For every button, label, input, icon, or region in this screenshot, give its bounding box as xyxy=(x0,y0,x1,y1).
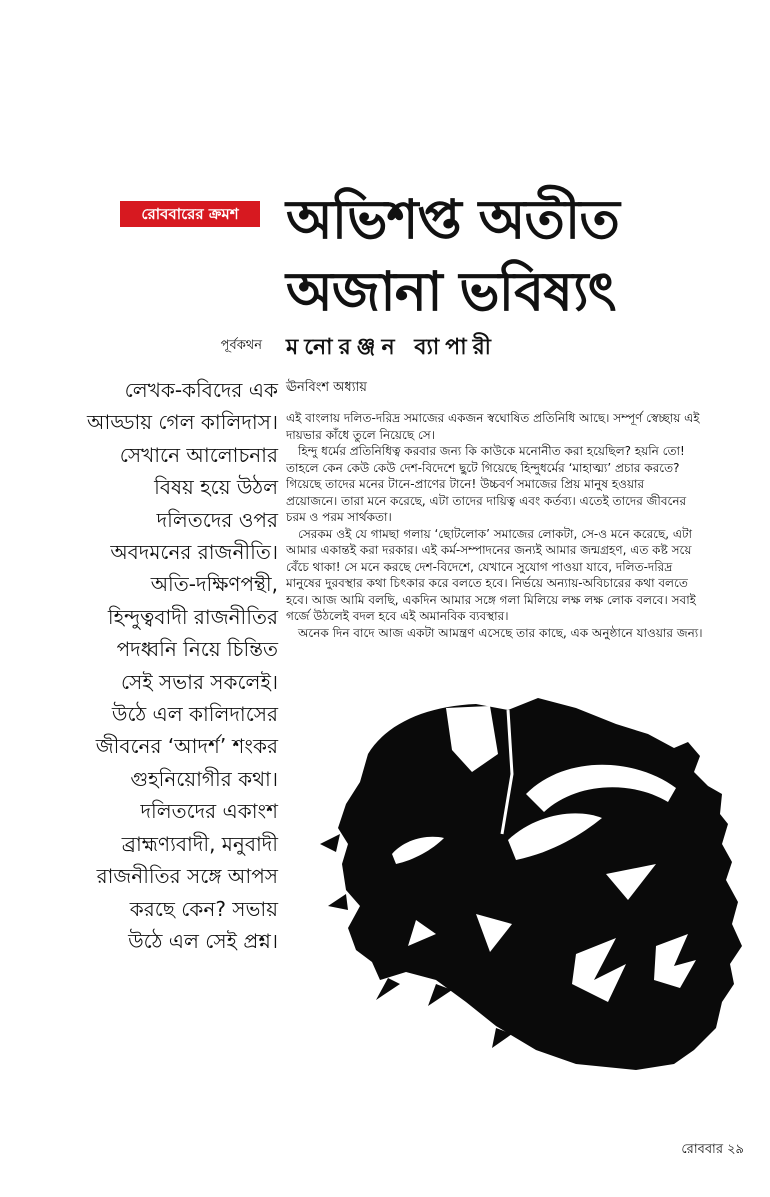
pullquote xyxy=(20,374,278,957)
pullquote-line: উঠে এল সেই প্রশ্ন। xyxy=(128,928,278,953)
pullquote-line: বিষয় হয়ে উঠল xyxy=(154,475,278,500)
body-line: এই বাংলায় দলিত-দরিদ্র সমাজের একজন স্বঘোষিত প্রতিনিধি আছে। সম্পূর্ণ স্বেচ্ছায় এই xyxy=(286,411,700,425)
body-line: প্রয়োজনে। তারা মনে করেছে, এটা তাদের দায়িত্ব এবং কর্তব্য। এতেই তাদের জীবনের xyxy=(286,493,687,508)
pullquote-line: আড্ডায় গেল কালিদাস। xyxy=(87,410,278,435)
pullquote-line: করছে কেন? সভায় xyxy=(129,896,278,921)
pullquote-line: অতি-দক্ষিণপন্থী, xyxy=(150,572,278,597)
pullquote-line: অবদমনের রাজনীতি। xyxy=(110,540,278,565)
body-line: অনেক দিন বাদে আজ একটা আমন্ত্রণ এসেছে তার কাছে, এক অনুষ্ঠানে যাওয়ার জন্য। xyxy=(298,625,703,640)
body-line: দায়ভার কাঁধে তুলে নিয়েছে সে। xyxy=(286,427,435,442)
body-text xyxy=(286,410,746,641)
pullquote-line: ব্রাহ্মণ্যবাদী, মনুবাদী xyxy=(121,831,278,856)
body-line: চরম ও পরম সার্থকতা। xyxy=(286,510,392,524)
pullquote-line: হিন্দুত্ববাদী রাজনীতির xyxy=(107,604,278,629)
article-title xyxy=(286,184,756,328)
pullquote-line: পদধ্বনি নিয়ে চিন্তিত xyxy=(116,637,278,662)
body-line: হিন্দু ধর্মের প্রতিনিধিত্ব করবার জন্য কি কাউকে মনোনীত করা হয়েছিল? হয়নি তো! xyxy=(298,444,685,458)
body-line: হবে। আজ আমি বলছি, একদিন আমার সঙ্গে গলা মিলিয়ে লক্ষ লক্ষ লোক বলবে। সবাই xyxy=(286,592,696,607)
pullquote-line: জীবনের ‘আদর্শ’ শংকর xyxy=(95,734,278,759)
author-name: মনোরঞ্জন ব্যাপারী xyxy=(286,335,497,360)
prologue-label: পূর্বকথন xyxy=(220,338,262,353)
title-line: অজানা ভবিষ্যৎ xyxy=(286,260,616,323)
body-line: সেরকম ওই যে গামছা গলায় ‘ছোটলোক’ সমাজের লোকটা, সে-ও মনে করেছে, এটা xyxy=(298,526,693,541)
pullquote-line: দলিতদের ওপর xyxy=(156,507,278,532)
body-line: আমার একান্তই করা দরকার। এই কর্ম-সম্পাদনের জন্যই আমার জন্মগ্রহণ, এত কষ্ট সয়ে xyxy=(286,543,692,557)
pullquote-line: রাজনীতির সঙ্গে আপস xyxy=(96,864,278,889)
pullquote-line: সেই সভার সকলেই। xyxy=(120,669,278,694)
face-illustration xyxy=(276,684,750,1070)
body-line: তাহলে কেন কেউ কেউ দেশ-বিদেশে ছুটে গিয়েছে হিন্দুধর্মের ‘মাহাত্ম্য’ প্রচার করতে? xyxy=(286,460,680,475)
pullquote-line: দলিতদের একাংশ xyxy=(140,799,278,824)
head-silhouette xyxy=(338,698,742,1070)
pullquote-line: লেখক-কবিদের এক xyxy=(124,378,278,402)
series-tag: রোববারের ক্রমশ xyxy=(120,201,260,227)
pullquote-line: গুহনিয়োগীর কথা। xyxy=(130,766,278,791)
body-line: মানুষের দুরবস্থার কথা চিৎকার করে বলতে হবে। নির্ভয়ে অন্যায়-অবিচারের কথা বলতে xyxy=(286,576,688,590)
pullquote-line: সেখানে আলোচনার xyxy=(119,442,278,467)
chapter-heading: ঊনবিংশ অধ্যায় xyxy=(286,380,367,395)
body-line: গর্জে উঠলেই বদল হবে এই অমানবিক ব্যবস্থার। xyxy=(286,609,509,623)
page-folio: রোববার ২৯ xyxy=(681,1142,744,1157)
title-line: অভিশপ্ত অতীত xyxy=(286,188,619,251)
pullquote-line: উঠে এল কালিদাসের xyxy=(111,702,278,727)
body-line: গিয়েছে তাদের মনের টানে-প্রাণের টানে! উচ্চবর্ণ সমাজের প্রিয় মানুষ হওয়ার xyxy=(286,477,645,491)
body-line: বেঁচে থাকা! সে মনে করছে দেশ-বিদেশে, যেখানে সুযোগ পাওয়া যাবে, দলিত-দরিদ্র xyxy=(286,559,673,574)
